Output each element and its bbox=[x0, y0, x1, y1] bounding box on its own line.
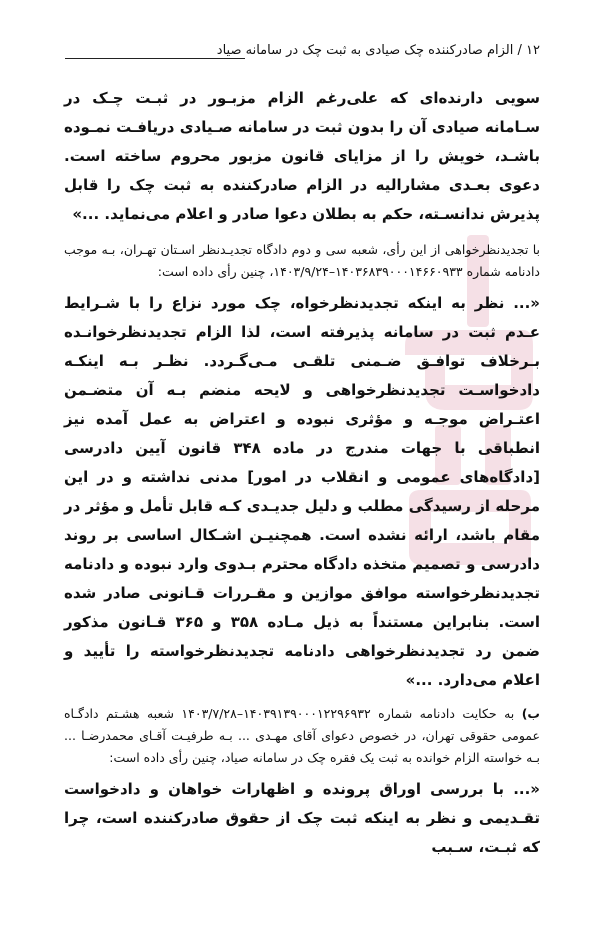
case-b-intro-text: به حکایت دادنامه شماره ۱۴۰۳۹۱۳۹۰۰۰۱۲۲۹۶۹۳۲–۱۴۰۳/۷/۲۸ شعبه هشـتم دادگـاه عمومی حقوقی تهران، در خصوص دعوای آقای مهـدی ... بـه طرفیـت آقـای محمدرضـا ... بـه خواسته الزام خوانده به ثبت یک فقره چک در سامانه صیاد، چنین رأی داده است: bbox=[64, 706, 540, 765]
item-marker: ب) bbox=[521, 706, 540, 721]
quoted-ruling-continued: سویی دارنده‌ای که علی‌رغم الزام مزبـور در ثبـت چـک در سـامانه صیادی آن را بدون ثبت در سامانه صـیادی دریافـت نمـوده باشـد، خویش را از مزایای قانون مزبور محروم ساخته است. دعوی بعـدی مشارالیه در الزام صادرکننده به ثبت چک را قابل پذیرش ندانسـته، حکم به بطلان دعوا صادر و اعلام می‌نماید. ...» bbox=[64, 89, 540, 223]
appeal-court-ruling-quote: «... نظر به اینکه تجدیدنظرخواه، چک مورد نزاع را با شـرایط عـدم ثبت در سامانه پذیرفته است، لذا الزام تجدیدنظرخوانـده بـرخلاف توافـق ضـمنی تلقـی مـی‌گـردد. نظـر بـه اینکـه دادخواسـت تجدیدنظرخواهی و لایحه منضم بـه آن متضـمن اعتـراض موجـه و مؤثری نبوده و اعتراض به عمل آمده نیز انطباقی با جهات مندرج در ماده ۳۴۸ قانون آیین دادرسی [دادگاه‌های عمومی و انقلاب در امور] مدنی نداشته و در این مرحله از رسیدگی مطلب و دلیل جدیـدی کـه قابل تأمل و مؤثر در مقام باشد، ارائه نشده است. همچنیـن اشـکال اساسی بر روند دادرسی و تصمیم متخذه دادگاه محترم بـدوی وارد نبوده و دادنامه تجدیدنظرخواسته موافق موازین و مقـررات قـانونی صادر شده است. بنابراین مستنداً به ذیل مـاده ۳۵۸ و ۳۶۵ قـانون مذکور ضمن رد تجدیدنظرخواهی دادنامه تجدیدنظرخواسته را تأیید و اعلام می‌دارد. ...» bbox=[64, 294, 540, 689]
appeal-intro-paragraph: با تجدیدنظرخواهی از این رأی، شعبه سی و دوم دادگاه تجدیـدنظر اسـتان تهـران، بـه موجب دادنامه شماره ۱۴۰۳۶۸۳۹۰۰۰۱۴۶۶۰۹۳۳–۱۴۰۳/۹/۲۴، چنین رأی داده است: bbox=[64, 242, 540, 279]
case-b-intro-paragraph bbox=[64, 703, 540, 769]
header-rule bbox=[65, 58, 245, 59]
running-header: ۱۲ / الزام صادرکننده چک صیادی به ثبت چک در سامانه صیاد bbox=[216, 43, 540, 58]
page-header bbox=[65, 43, 540, 67]
case-b-ruling-quote: «... با بررسی اوراق پرونده و اظهارات خواهان و دادخواست تقـدیمی و نظر به اینکه ثبت چک از حقوق صادرکننده است، چرا که ثبـت، سـبب bbox=[64, 780, 540, 856]
page-body bbox=[64, 84, 540, 862]
